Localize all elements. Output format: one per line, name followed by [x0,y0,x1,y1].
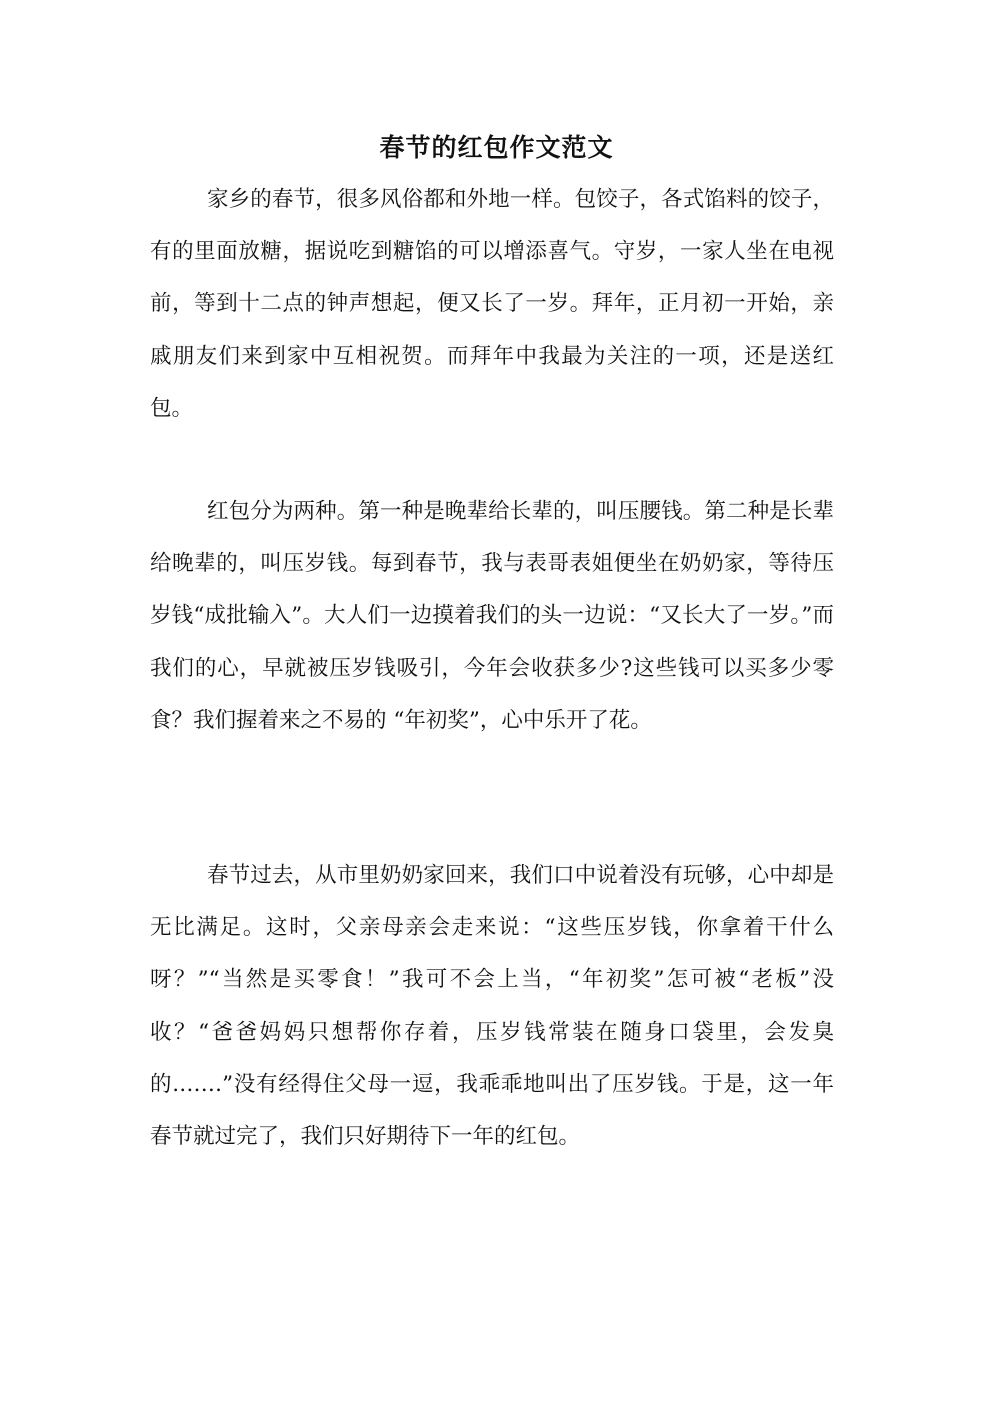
paragraph-2: 红包分为两种。第一种是晚辈给长辈的，叫压腰钱。第二种是长辈给晚辈的，叫压岁钱。每到春节，我与表哥表姐便坐在奶奶家，等待压岁钱“成批输入”。大人们一边摸着我们的头一边说：“又长大了一岁。”而我们的心，早就被压岁钱吸引，今年会收获多少?这些钱可以买多少零食？我们握着来之不易的 “年初奖”，心中乐开了花。 [150,499,834,733]
document-title: 春节的红包作文范文 [379,133,614,162]
paragraph-3: 春节过去，从市里奶奶家回来，我们口中说着没有玩够，心中却是无比满足。这时，父亲母亲会走来说：“这些压岁钱，你拿着干什么呀？”“当然是买零食！”我可不会上当，“年初奖”怎可被“老板”没收？“爸爸妈妈只想帮你存着，压岁钱常装在随身口袋里，会发臭的.……”没有经得住父母一逗，我乖乖地叫出了压岁钱。于是，这一年春节就过完了，我们只好期待下一年的红包。 [150,863,834,1150]
paragraph-1: 家乡的春节，很多风俗都和外地一样。包饺子，各式馅料的饺子，有的里面放糖，据说吃到糖馅的可以增添喜气。守岁，一家人坐在电视前，等到十二点的钟声想起，便又长了一岁。拜年，正月初一开始，亲戚朋友们来到家中互相祝贺。而拜年中我最为关注的一项，还是送红包。 [150,187,834,421]
